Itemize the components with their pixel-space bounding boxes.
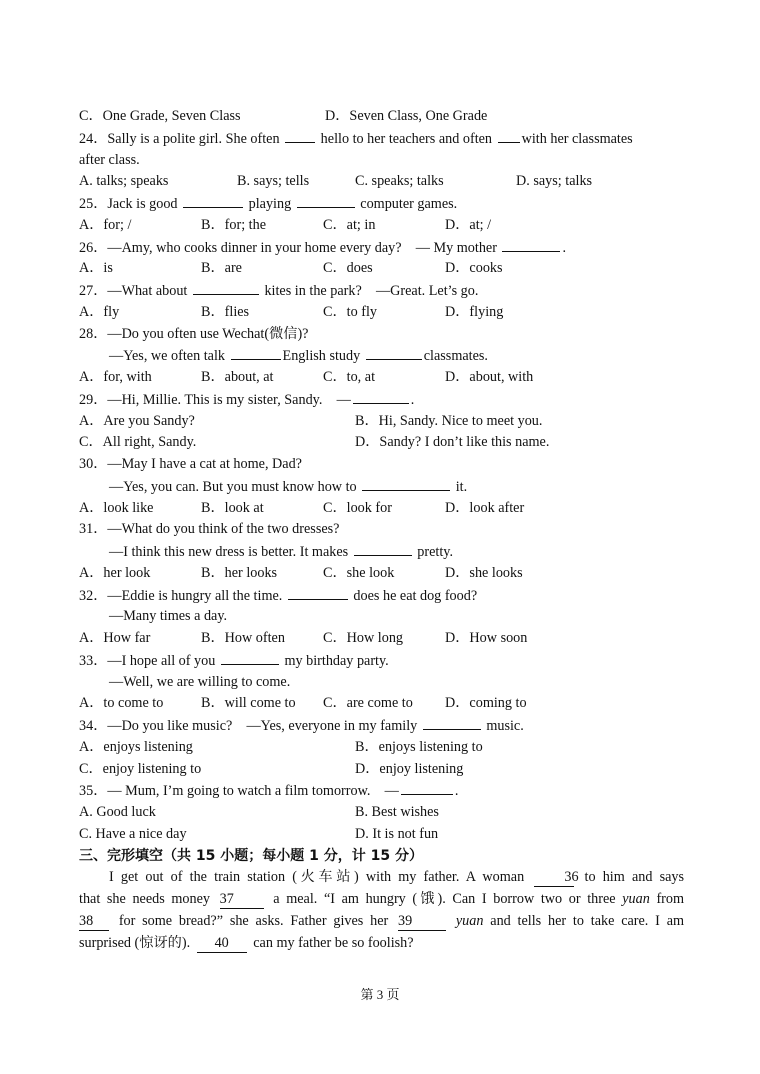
q24-options bbox=[79, 171, 684, 193]
q29-option-d: D．Sandy? I don’t like this name. bbox=[355, 434, 550, 451]
passage-italic-yuan: yuan bbox=[455, 912, 484, 929]
q27-option-d: D．flying bbox=[445, 303, 504, 320]
q28-option-d: D．about, with bbox=[445, 369, 534, 385]
q33-text-2: my birthday party. bbox=[284, 652, 389, 669]
q27-option-b: B．flies bbox=[201, 303, 250, 320]
q27-option-c: C．to fly bbox=[323, 303, 377, 320]
q30-text-1: —Yes, you can. But you must know how to bbox=[109, 478, 357, 495]
q31-text-2: pretty. bbox=[417, 544, 453, 560]
q25-option-a: A．for; / bbox=[79, 216, 132, 233]
passage-text: that she needs money bbox=[79, 891, 210, 907]
q26-option-d: D．cooks bbox=[445, 260, 503, 277]
q32-answer: —Many times a day. bbox=[109, 608, 228, 625]
q31-stem: 31．—What do you think of the two dresses? bbox=[79, 521, 340, 538]
q33-option-d: D．coming to bbox=[445, 695, 527, 712]
q27-blank bbox=[193, 280, 259, 295]
q28-blank-1 bbox=[231, 345, 281, 360]
passage-line-3 bbox=[79, 911, 684, 933]
passage-text: to him and says bbox=[584, 869, 685, 886]
passage-text: surprised (惊讶的). bbox=[79, 934, 191, 951]
q29-option-c: C．All right, Sandy. bbox=[79, 434, 197, 451]
q32-blank bbox=[288, 585, 348, 600]
q28-text-1: —Yes, we often talk bbox=[109, 348, 225, 365]
q26-blank bbox=[502, 237, 560, 252]
q23-option-d: D．Seven Class, One Grade bbox=[325, 108, 488, 124]
q31-option-b: B．her looks bbox=[201, 564, 278, 581]
q30-options bbox=[79, 498, 684, 520]
q30-option-d: D．look after bbox=[445, 499, 525, 516]
q29-blank bbox=[353, 389, 409, 404]
q35-option-d: D. It is not fun bbox=[355, 825, 439, 842]
q26-option-a: A．is bbox=[79, 260, 113, 277]
q31-answer bbox=[79, 541, 684, 563]
q32-option-b: B．How often bbox=[201, 630, 285, 646]
page-number: 第 3 页 bbox=[360, 987, 400, 1002]
q30-option-b: B．look at bbox=[201, 499, 264, 516]
blank-39: 39 bbox=[398, 912, 446, 931]
q25-text-2: playing bbox=[248, 196, 292, 212]
q26-option-c: C．does bbox=[323, 260, 373, 277]
passage-text: a meal. “I am hungry (饿). Can I borrow two or three bbox=[273, 891, 616, 907]
exam-page bbox=[79, 106, 684, 954]
q34-option-a: A．enjoys listening bbox=[79, 738, 193, 755]
q25-text-1: 25．Jack is good bbox=[79, 196, 178, 212]
blank-38: 38 bbox=[79, 912, 109, 931]
q34-blank bbox=[423, 715, 481, 730]
q27-stem bbox=[79, 280, 684, 302]
q34-text-2: music. bbox=[486, 718, 524, 734]
q34-option-d: D．enjoy listening bbox=[355, 760, 464, 777]
q24-stem-cont: after class. bbox=[79, 151, 140, 168]
q33-option-b: B．will come to bbox=[201, 695, 296, 712]
q32-stem bbox=[79, 585, 684, 607]
q30-answer bbox=[79, 476, 684, 498]
q34-stem bbox=[79, 715, 684, 737]
passage-text: and tells her to take care. I am bbox=[490, 912, 685, 929]
q33-option-c: C．are come to bbox=[323, 695, 413, 712]
q31-options bbox=[79, 563, 684, 585]
q24-blank-1 bbox=[285, 128, 315, 143]
q30-stem: 30．—May I have a cat at home, Dad? bbox=[79, 456, 302, 472]
q24-text-3: with her classmates bbox=[521, 130, 633, 147]
q32-options bbox=[79, 628, 684, 650]
q26-text-2: . bbox=[562, 239, 567, 256]
q30-text-2: it. bbox=[455, 478, 468, 495]
q30-blank bbox=[362, 476, 450, 491]
q28-text-3: classmates. bbox=[423, 348, 488, 365]
q29-options-row2 bbox=[79, 432, 684, 454]
q27-option-a: A．fly bbox=[79, 303, 120, 320]
q35-option-b: B. Best wishes bbox=[355, 804, 439, 820]
q24-text-2: hello to her teachers and often bbox=[320, 130, 493, 147]
q32-text-2: does he eat dog food? bbox=[353, 587, 478, 604]
q26-stem bbox=[79, 237, 684, 259]
q34-options-row2 bbox=[79, 759, 684, 781]
q27-options bbox=[79, 302, 684, 324]
q28-option-c: C．to, at bbox=[323, 369, 376, 385]
passage-line-4 bbox=[79, 933, 684, 955]
passage-text: can my father be so foolish? bbox=[253, 934, 414, 951]
q35-blank bbox=[401, 780, 453, 795]
q34-option-c: C．enjoy listening to bbox=[79, 760, 202, 777]
q24-option-c: C. speaks; talks bbox=[355, 173, 444, 190]
q25-option-c: C．at; in bbox=[323, 216, 376, 233]
q30-option-a: A．look like bbox=[79, 499, 154, 516]
q31-option-a: A．her look bbox=[79, 564, 151, 581]
q28-stem: 28．—Do you often use Wechat(微信)? bbox=[79, 325, 309, 342]
q33-option-a: A．to come to bbox=[79, 695, 164, 712]
q27-text-1: 27．—What about bbox=[79, 283, 188, 299]
passage-text: from bbox=[656, 891, 685, 907]
q28-option-b: B．about, at bbox=[201, 369, 274, 385]
q35-text-2: . bbox=[454, 783, 459, 800]
passage-line-2 bbox=[79, 889, 684, 911]
q35-option-a: A. Good luck bbox=[79, 804, 156, 820]
q25-option-d: D．at; / bbox=[445, 216, 492, 233]
q28-text-2: English study bbox=[282, 348, 361, 365]
q24-option-a: A. talks; speaks bbox=[79, 173, 169, 190]
q28-answer bbox=[79, 345, 684, 367]
q28-options bbox=[79, 367, 684, 389]
blank-36: 36 bbox=[534, 868, 574, 887]
q32-option-d: D．How soon bbox=[445, 630, 528, 646]
blank-40: 40 bbox=[197, 934, 247, 953]
q32-option-c: C．How long bbox=[323, 630, 404, 646]
q32-text-1: 32．—Eddie is hungry all the time. bbox=[79, 587, 283, 604]
passage-text: for some bread?” she asks. Father gives her bbox=[118, 912, 389, 929]
q33-blank bbox=[221, 650, 279, 665]
q34-option-b: B．enjoys listening to bbox=[355, 738, 483, 755]
q30-option-c: C．look for bbox=[323, 499, 392, 516]
q29-text-1: 29．—Hi, Millie. This is my sister, Sandy. — bbox=[79, 391, 351, 408]
q29-option-a: A．Are you Sandy? bbox=[79, 412, 195, 429]
q25-blank-2 bbox=[297, 193, 355, 208]
q34-options-row1 bbox=[79, 737, 684, 759]
q35-options-row1 bbox=[79, 802, 684, 824]
q23-options bbox=[79, 106, 684, 128]
q29-options-row1 bbox=[79, 411, 684, 433]
blank-37: 37 bbox=[220, 890, 264, 909]
q25-blank-1 bbox=[183, 193, 243, 208]
q31-text-1: —I think this new dress is better. It makes bbox=[109, 544, 349, 560]
q24-text-1: 24．Sally is a polite girl. She often bbox=[79, 130, 280, 147]
q35-options-row2 bbox=[79, 824, 684, 846]
q31-option-c: C．she look bbox=[323, 564, 395, 581]
q24-option-b: B. says; tells bbox=[237, 173, 310, 190]
section-title-cloze: 三、完形填空（共 15 小题；每小题 1 分，计 15 分） bbox=[79, 847, 423, 864]
q35-option-c: C. Have a nice day bbox=[79, 825, 187, 842]
q33-answer: —Well, we are willing to come. bbox=[109, 673, 291, 690]
q25-option-b: B．for; the bbox=[201, 216, 267, 233]
q35-stem bbox=[79, 780, 684, 802]
q28-option-a: A．for, with bbox=[79, 369, 152, 385]
q32-option-a: A．How far bbox=[79, 630, 151, 646]
q31-option-d: D．she looks bbox=[445, 564, 523, 581]
q25-stem bbox=[79, 193, 684, 215]
passage-line-1 bbox=[79, 867, 684, 889]
q29-text-2: . bbox=[410, 391, 415, 408]
q25-options bbox=[79, 215, 684, 237]
q26-options bbox=[79, 258, 684, 280]
q29-option-b: B．Hi, Sandy. Nice to meet you. bbox=[355, 412, 543, 429]
q27-text-2: kites in the park? —Great. Let’s go. bbox=[264, 283, 479, 299]
q28-blank-2 bbox=[366, 345, 422, 360]
q26-text-1: 26．—Amy, who cooks dinner in your home every day? — My mother bbox=[79, 239, 497, 256]
passage-text: I get out of the train station (火车站) with my father. A woman bbox=[109, 869, 525, 886]
q34-text-1: 34．—Do you like music? —Yes, everyone in my family bbox=[79, 718, 418, 734]
q23-option-c: C．One Grade, Seven Class bbox=[79, 108, 241, 124]
q24-stem bbox=[79, 128, 684, 150]
q24-blank-2 bbox=[498, 128, 520, 143]
q35-text-1: 35．— Mum, I’m going to watch a film tomorrow. — bbox=[79, 783, 399, 800]
q25-text-3: computer games. bbox=[360, 196, 458, 212]
q24-option-d: D. says; talks bbox=[516, 173, 593, 190]
q26-option-b: B．are bbox=[201, 260, 242, 277]
q31-blank bbox=[354, 541, 412, 556]
q33-stem bbox=[79, 650, 684, 672]
q33-options bbox=[79, 693, 684, 715]
q33-text-1: 33．—I hope all of you bbox=[79, 652, 216, 669]
passage-italic-yuan: yuan bbox=[622, 891, 650, 907]
q29-stem bbox=[79, 389, 684, 411]
